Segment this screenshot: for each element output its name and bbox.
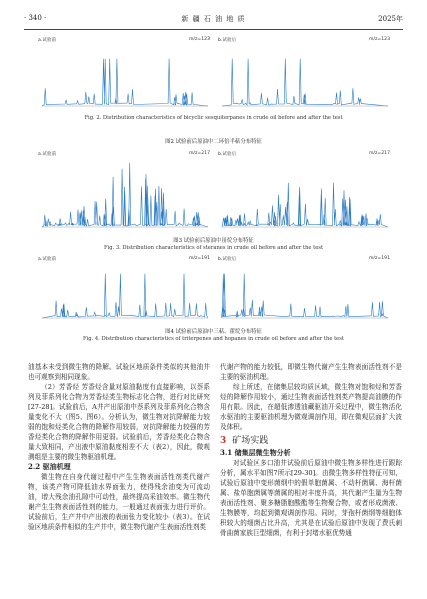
panel-label: b.试验后: [218, 152, 237, 157]
trace-line: [222, 59, 388, 106]
chromatogram-trace: [36, 151, 212, 231]
mz-label: m/z=191: [188, 256, 210, 261]
page-number: · 340 ·: [24, 14, 47, 22]
panel-label: b.试验后: [218, 257, 237, 262]
header-rule: [24, 29, 403, 30]
trace-line: [42, 59, 208, 106]
paragraph: 综上所述，在储集层较均质区域，微生物对饱和烃和芳香烃的降解作用较小，通过生物表面活性剂类产物提高油膜的作用有限。因此，在超低渗透油藏驱油开采过程中，微生物活化水驱油的主要驱油机理为微观调剖作用，即在微观层面扩大波及体积。: [220, 383, 402, 431]
section-title: 矿场实践: [232, 436, 269, 446]
mz-label: m/z=123: [368, 37, 390, 42]
figure-2-panel-a: [36, 37, 212, 110]
right-text-column: [220, 362, 402, 538]
chromatogram-trace: [216, 256, 392, 322]
figure-4-caption-cn: 图4 试验前后原油中三萜、藿烷分布特征: [165, 329, 262, 335]
mz-label: m/z=191: [368, 256, 390, 261]
panel-label: b.试验后: [218, 38, 237, 43]
section-heading-3: [220, 436, 402, 446]
figure-4-panel-b: [216, 256, 392, 322]
trace-line: [42, 274, 208, 318]
paragraph: 油基本未受到微生物的降解。试验区地质条件类似的其他油井也可观察到相同现象。: [28, 363, 210, 381]
figure-2-panel-b: [216, 37, 392, 110]
chromatogram-trace: [216, 151, 392, 231]
panel-label: a.试验前: [38, 257, 57, 262]
section-number: 3: [220, 436, 227, 446]
paragraph: 对试验区多口油井试验前后原油中微生物多样性进行跟踪分析，属水平如图7所示[29-30]。由微生物多样性特征可知，试验后原油中变形菌纲中的假单胞菌属、不动杆菌属、海杆菌属、盐单胞菌属等菌属的相对丰度升高，其代谢产生量为生物表面活性剂、聚多糖脂胞酸酯等生物聚合物，或者形成菌液、生物膜等，均起到微观调剖作用。同时，芽孢杆菌纲等细胞体积较大的细菌占比升高，尤其是在试验后原油中发现了费氏刺骨曲菌家族巨型细菌，有利于封堵水驱优势通: [220, 459, 402, 537]
chromatogram-trace: [36, 37, 212, 110]
figure-3-caption-en: Fig. 3. Distribution characteristics of steranes in crude oil before and after the test: [103, 245, 324, 251]
figure-2-caption-cn: 图2 试验前后原油中二环倍半萜分布特征: [165, 139, 262, 145]
panel-label: a.试验前: [38, 38, 57, 43]
paragraph: 代谢产物的能力较低，即微生物代谢产生生物表面活性剂不是主要的驱油机理。: [220, 363, 402, 381]
running-header: [24, 14, 403, 28]
figure-4-panel-a: [36, 256, 212, 322]
figure-3-panel-a: [36, 151, 212, 231]
mz-label: m/z=123: [188, 37, 210, 42]
figure-4-caption-en: Fig. 4. Distribution characteristics of triterpenes and hopanes in crude oil before and after the test: [83, 336, 344, 342]
figure-2-caption-en: Fig. 2. Distribution characteristics of bicyclic sesquiterpanes in crude oil before and after the test: [84, 115, 343, 121]
section-heading-3-1: 3.1 储集层微生物分析: [220, 448, 291, 457]
mz-label: m/z=217: [188, 151, 210, 156]
journal-year: 2025年: [378, 15, 403, 23]
paragraph: （2）芳香烃 芳香烃含量对原油黏度有直接影响，以萘系列及菲系列化合物为芳香烃类生物标志化合物，进行对比研究[27-28]。试验前后，A井产出原油中萘系列及菲系列化合物含量变化不大（图5、图6）。分析认为，微生物对抗降解能力较弱的饱和烃类化合物的降解作用较弱，对抗降解能力较强的芳香烃类化合物的降解作用更弱。试验前后，芳香烃类化合物含量大致相同，产出液中原油黏度相差不大（表2），因此，微观测组是主要的微生物驱油机理。: [28, 383, 210, 461]
chromatogram-trace: [36, 256, 212, 322]
paragraph: 微生物在自身代谢过程中产生生物表面活性剂类代谢产物，该类产物可降低油水界面张力，使得残余油变为可流动油，增大残余油孔隙中可动性，最终提高采油效率。微生物代谢产生生物表面活性剂的能力，一般通过表面张力进行评价。试验前后，生产井中产出液的表面张力变化较小（表3）。在试验区地质条件相似的生产井中，微生物代谢产生表面活性剂类: [28, 473, 210, 531]
figure-3-panel-b: [216, 151, 392, 231]
trace-line: [222, 274, 388, 318]
trace-line: [222, 183, 388, 227]
left-text-column: [28, 362, 210, 532]
journal-title: 新 疆 石 油 地 质: [181, 15, 246, 23]
chromatogram-trace: [216, 37, 392, 110]
section-heading-2-2: 2.2 驱油机理: [28, 462, 71, 471]
panel-label: a.试验前: [38, 152, 57, 157]
figure-3-caption-cn: 图3 试验前后原油中甾烷分布特征: [173, 238, 254, 244]
trace-line: [42, 163, 208, 227]
mz-label: m/z=217: [368, 151, 390, 156]
